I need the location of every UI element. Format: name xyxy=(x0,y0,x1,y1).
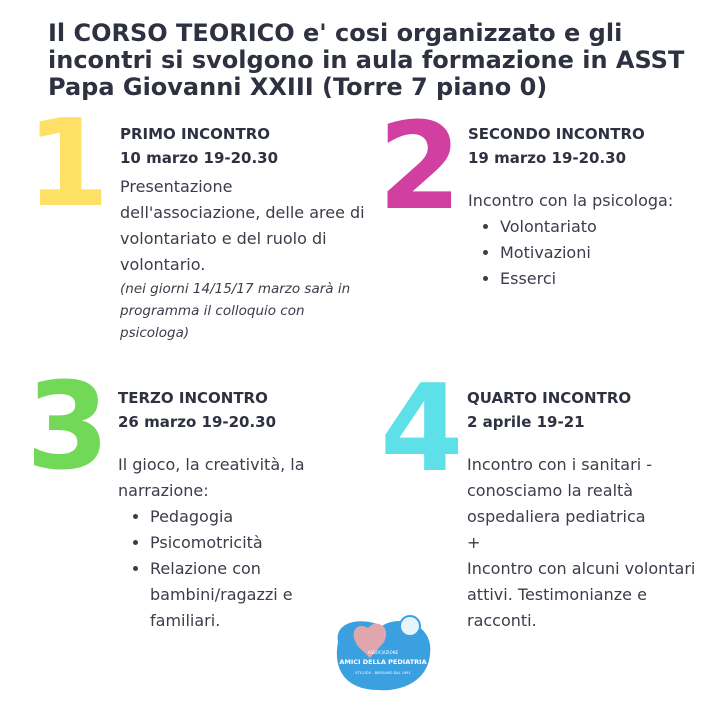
logo-top-text: ASSOCIAZIONE xyxy=(367,650,399,655)
meeting-description: Incontro con i sanitari - conosciamo la realtà ospedaliera pediatrica xyxy=(467,455,652,526)
bullet-list xyxy=(468,214,708,292)
meeting-date: 10 marzo 19-20.30 xyxy=(120,149,279,167)
meeting-two xyxy=(468,122,708,292)
number-three: 3 xyxy=(26,358,106,497)
number-one: 1 xyxy=(26,95,106,234)
meeting-description: Il gioco, la creatività, la narrazione: xyxy=(118,455,305,500)
bullet-list xyxy=(118,504,328,634)
meeting-date: 2 aprile 19-21 xyxy=(467,413,585,431)
list-item: • Pedagogia xyxy=(150,504,328,530)
number-two: 2 xyxy=(378,98,458,237)
meeting-description: Presentazione dell'associazione, delle aree di volontariato e del ruolo di volontario. xyxy=(120,177,365,274)
balloon-icon xyxy=(400,616,420,636)
logo-name: AMICI DELLA PEDIATRIA xyxy=(339,658,427,666)
list-item: • Volontariato xyxy=(500,214,708,240)
list-item: • Relazione con bambini/ragazzi e familiari. xyxy=(150,556,328,634)
meeting-heading: PRIMO INCONTRO xyxy=(120,125,271,143)
meeting-description-2: Incontro con alcuni volontari attivi. Testimonianze e racconti. xyxy=(467,559,696,630)
meeting-note: (nei giorni 14/15/17 marzo sarà in programma il colloquio con psicologa) xyxy=(120,281,351,341)
list-item: • Esserci xyxy=(500,266,708,292)
meeting-description: Incontro con la psicologa: xyxy=(468,191,674,210)
meeting-date: 19 marzo 19-20.30 xyxy=(468,149,627,167)
meeting-heading: SECONDO INCONTRO xyxy=(468,125,645,143)
meeting-heading: TERZO INCONTRO xyxy=(118,389,268,407)
plus-sign: + xyxy=(467,533,481,552)
number-four: 4 xyxy=(380,360,460,499)
meeting-one xyxy=(120,122,375,344)
list-item: • Psicomotricità xyxy=(150,530,328,556)
meeting-three xyxy=(118,386,328,634)
association-logo xyxy=(330,602,436,694)
meeting-date: 26 marzo 19-20.30 xyxy=(118,413,277,431)
logo-bottom-text: ETS-ODV - BERGAMO DAL 1991 xyxy=(355,671,411,675)
page-title: Il CORSO TEORICO e' cosi organizzato e gli incontri si svolgono in aula formazione in ASST Papa Giovanni XXIII (Torre 7 piano 0) xyxy=(48,19,685,101)
meeting-heading: QUARTO INCONTRO xyxy=(467,389,632,407)
list-item: • Motivazioni xyxy=(500,240,708,266)
meeting-four xyxy=(467,386,707,634)
